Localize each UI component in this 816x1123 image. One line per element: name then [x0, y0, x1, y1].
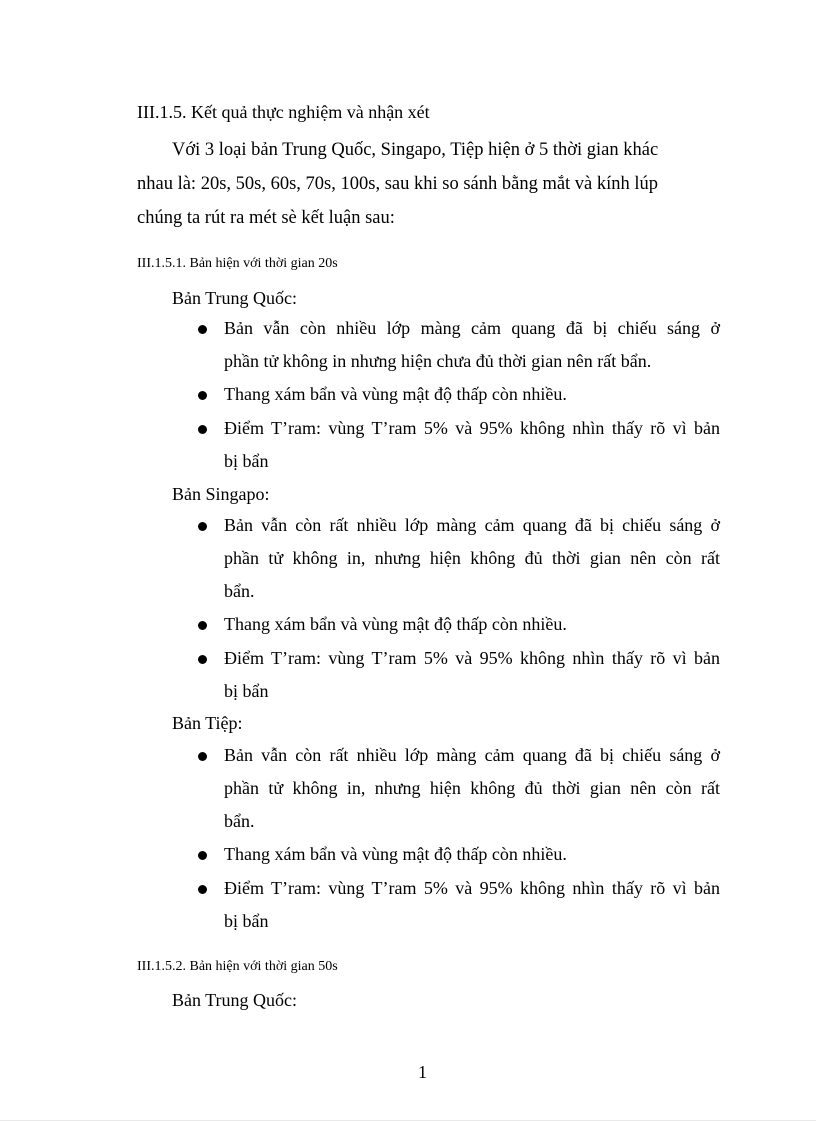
singapo-bullet-1-line-3: bẩn. [224, 581, 255, 601]
tiep-bullet-3-line-1: Điểm T’ram: vùng T’ram 5% và 95% không nhìn thấy rõ vì bản [224, 878, 720, 898]
group-label-china: Bản Trung Quốc: [172, 288, 298, 308]
china-bullet-3-line-2: bị bẩn [224, 451, 269, 471]
group-label-singapo: Bản Singapo: [172, 484, 270, 504]
section-heading: III.1.5. Kết quả thực nghiệm và nhận xét [137, 102, 430, 122]
tiep-bullet-2: Thang xám bẩn và vùng mật độ thấp còn nhiều. [224, 844, 567, 864]
bullet-dot [198, 522, 207, 531]
singapo-bullet-2: Thang xám bẩn và vùng mật độ thấp còn nhiều. [224, 614, 567, 634]
page-number: 1 [418, 1062, 427, 1082]
bullet-dot [198, 851, 207, 860]
subsection-heading-20s: III.1.5.1. Bản hiện với thời gian 20s [137, 256, 338, 271]
bullet-dot [198, 655, 207, 664]
bullet-dot [198, 391, 207, 400]
china-bullet-2: Thang xám bẩn và vùng mật độ thấp còn nhiều. [224, 384, 567, 404]
bullet-dot [198, 425, 207, 434]
bullet-dot [198, 621, 207, 630]
tiep-bullet-1-line-3: bẩn. [224, 811, 255, 831]
intro-line-2: nhau là: 20s, 50s, 60s, 70s, 100s, sau khi so sánh bằng mắt và kính lúp [137, 174, 659, 194]
tiep-bullet-1-line-2: phần tử không in, nhưng hiện không đủ thời gian nên còn rất [224, 778, 720, 798]
china-bullet-1-line-1: Bản vẫn còn nhiều lớp màng cảm quang đã bị chiếu sáng ở [224, 318, 720, 338]
tiep-bullet-3-line-2: bị bẩn [224, 911, 269, 931]
intro-line-1: Với 3 loại bản Trung Quốc, Singapo, Tiệp hiện ở 5 thời gian khác [172, 140, 659, 160]
bullet-dot [198, 885, 207, 894]
bullet-dot [198, 325, 207, 334]
tiep-bullet-1-line-1: Bản vẫn còn rất nhiều lớp màng cảm quang đã bị chiếu sáng ở [224, 745, 720, 765]
singapo-bullet-3-line-1: Điểm T’ram: vùng T’ram 5% và 95% không nhìn thấy rõ vì bản [224, 648, 720, 668]
bullet-dot [198, 752, 207, 761]
intro-line-3: chúng ta rút ra mét sè kết luận sau: [137, 208, 395, 228]
singapo-bullet-1-line-2: phần tử không in, nhưng hiện không đủ thời gian nên còn rất [224, 548, 720, 568]
subsection-heading-50s: III.1.5.2. Bản hiện với thời gian 50s [137, 959, 338, 974]
singapo-bullet-3-line-2: bị bẩn [224, 681, 269, 701]
group-label-china-50s: Bản Trung Quốc: [172, 990, 298, 1010]
page-bottom-edge [0, 1120, 816, 1121]
china-bullet-3-line-1: Điểm T’ram: vùng T’ram 5% và 95% không nhìn thấy rõ vì bản [224, 418, 720, 438]
group-label-tiep: Bản Tiệp: [172, 713, 243, 733]
singapo-bullet-1-line-1: Bản vẫn còn rất nhiều lớp màng cảm quang đã bị chiếu sáng ở [224, 515, 720, 535]
china-bullet-1-line-2: phần tử không in nhưng hiện chưa đủ thời gian nên rất bẩn. [224, 351, 652, 371]
